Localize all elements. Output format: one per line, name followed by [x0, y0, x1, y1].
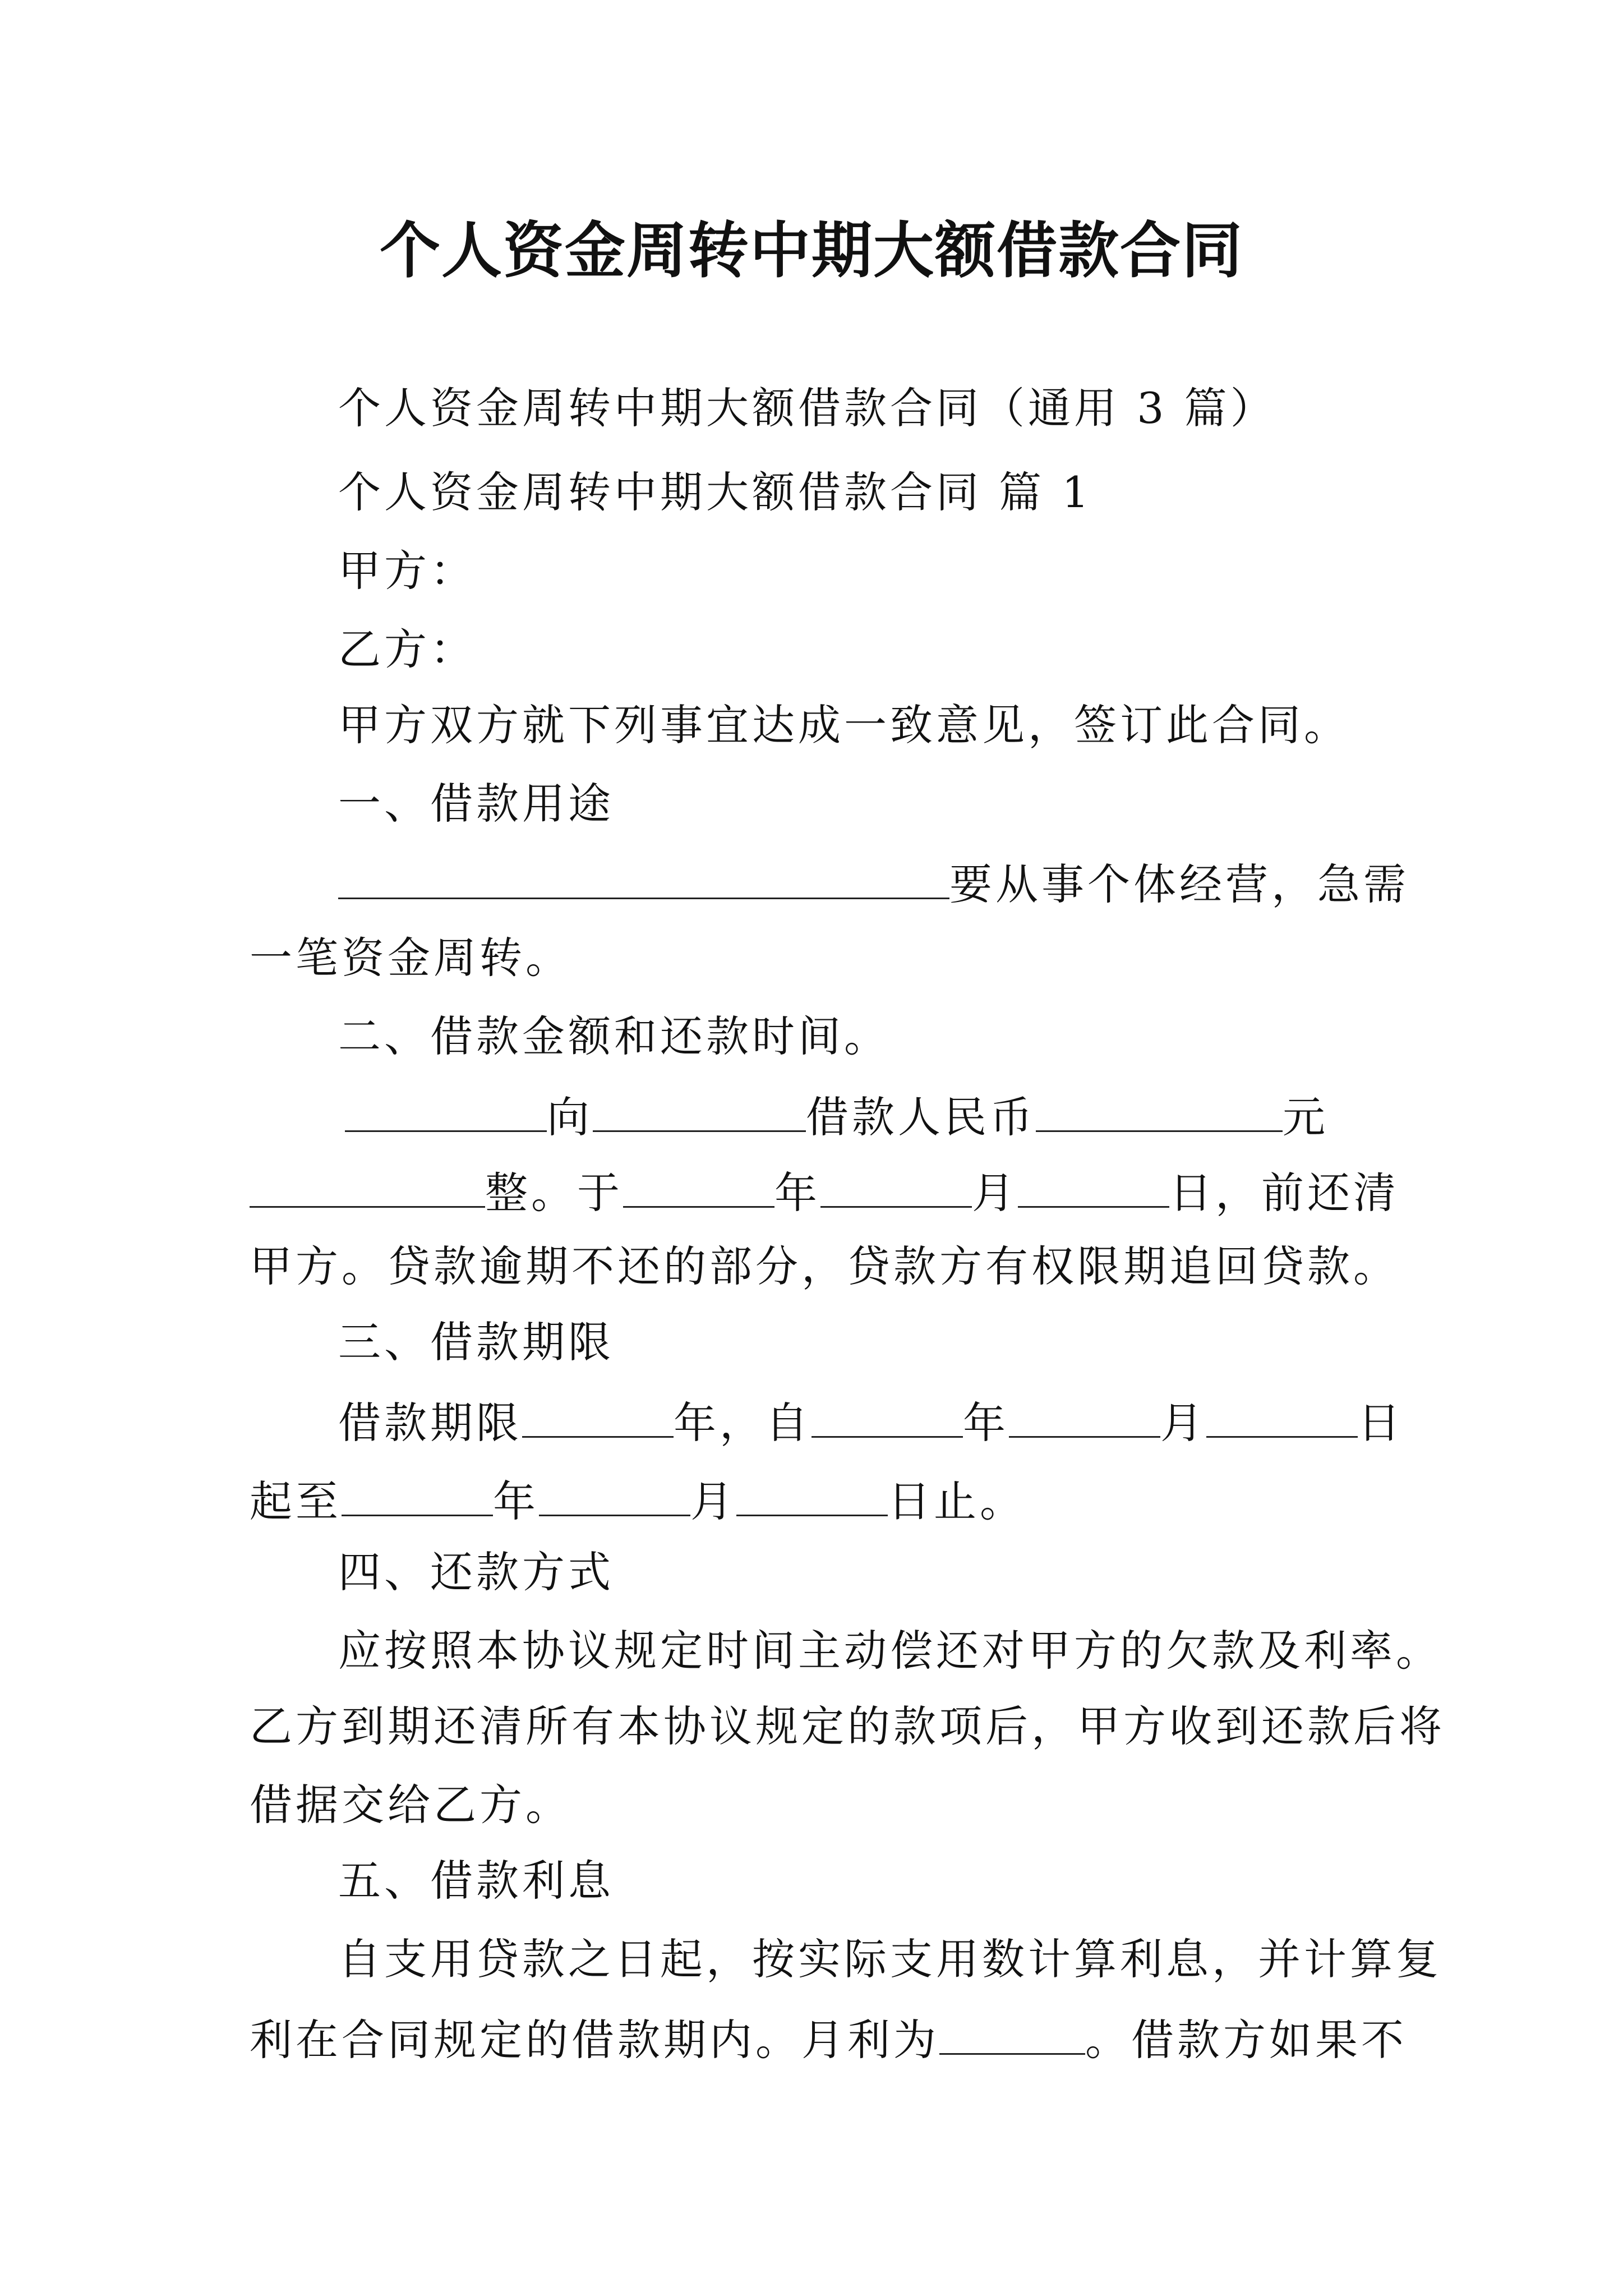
repayment-paragraph-end: 借据交给乙方。	[250, 1780, 571, 1830]
start-month-blank[interactable]	[1009, 1397, 1160, 1438]
amount-text-c: 元	[1283, 1092, 1329, 1142]
amount-text-b: 借款人民币	[806, 1092, 1036, 1142]
term-text-a: 借款期限	[338, 1398, 522, 1448]
date-text-b: 年	[774, 1168, 820, 1218]
term-text-d: 月	[1160, 1398, 1206, 1448]
intro-paragraph: 甲方双方就下列事宜达成一致意见，签订此合同。	[338, 700, 1350, 750]
amount-blank[interactable]	[1036, 1091, 1283, 1132]
start-day-blank[interactable]	[1206, 1397, 1358, 1438]
interest-text-b: 。借款方如果不	[1085, 2015, 1407, 2065]
purpose-text: 要从事个体经营，急需	[949, 859, 1409, 909]
repayment-paragraph-cont: 乙方到期还清所有本协议规定的款项后，甲方收到还款后将	[250, 1701, 1445, 1751]
clause-heading-4: 四、还款方式	[338, 1547, 614, 1597]
term-end-text-c: 月	[690, 1476, 736, 1526]
term-end-text-b: 年	[493, 1476, 539, 1526]
term-end-text-d: 日止。	[888, 1476, 1026, 1526]
end-month-blank[interactable]	[539, 1475, 690, 1516]
amount-upper-blank[interactable]	[250, 1167, 485, 1208]
clause-heading-1: 一、借款用途	[338, 779, 614, 829]
party-b-label: 乙方：	[338, 624, 476, 674]
subtitle-line: 个人资金周转中期大额借款合同（通用 3 篇）	[338, 383, 1276, 433]
repay-month-blank[interactable]	[820, 1167, 972, 1208]
amount-line	[345, 1091, 1329, 1142]
end-day-blank[interactable]	[736, 1475, 888, 1516]
repay-day-blank[interactable]	[1018, 1167, 1169, 1208]
date-text-a: 整。于	[485, 1168, 623, 1218]
repayment-paragraph: 应按照本协议规定时间主动偿还对甲方的欠款及利率。	[338, 1626, 1442, 1676]
term-text-e: 日	[1358, 1398, 1404, 1448]
clause-heading-2: 二、借款金额和还款时间。	[338, 1011, 890, 1061]
repay-year-blank[interactable]	[623, 1167, 774, 1208]
party-a-label: 甲方：	[338, 546, 476, 596]
lender-blank[interactable]	[345, 1091, 547, 1132]
end-year-blank[interactable]	[342, 1475, 493, 1516]
term-years-blank[interactable]	[522, 1397, 674, 1438]
term-text-c: 年	[963, 1398, 1009, 1448]
purpose-line	[338, 858, 1409, 909]
monthly-rate-blank[interactable]	[939, 2014, 1085, 2055]
section-heading: 个人资金周转中期大额借款合同 篇 1	[338, 467, 1092, 517]
term-end-line	[250, 1475, 1026, 1526]
clause-heading-5: 五、借款利息	[338, 1856, 614, 1906]
interest-paragraph: 自支用贷款之日起，按实际支用数计算利息，并计算复	[338, 1934, 1442, 1984]
interest-text-a: 利在合同规定的借款期内。月利为	[250, 2015, 939, 2065]
purpose-blank[interactable]	[338, 858, 949, 899]
start-year-blank[interactable]	[811, 1397, 963, 1438]
clause-heading-3: 三、借款期限	[338, 1317, 614, 1367]
amount-text-a: 向	[547, 1092, 593, 1142]
amount-date-line	[250, 1167, 1399, 1218]
overdue-paragraph: 甲方。贷款逾期不还的部分，贷款方有权限期追回贷款。	[250, 1241, 1399, 1291]
purpose-line-cont: 一笔资金周转。	[250, 933, 571, 983]
term-text-b: 年，自	[674, 1398, 811, 1448]
document-title: 个人资金周转中期大额借款合同	[379, 216, 1243, 286]
interest-line	[250, 2014, 1407, 2065]
term-line	[338, 1397, 1404, 1448]
date-text-d: 日，前还清	[1169, 1168, 1399, 1218]
borrower-blank[interactable]	[593, 1091, 806, 1132]
term-end-text-a: 起至	[250, 1476, 342, 1526]
date-text-c: 月	[972, 1168, 1018, 1218]
